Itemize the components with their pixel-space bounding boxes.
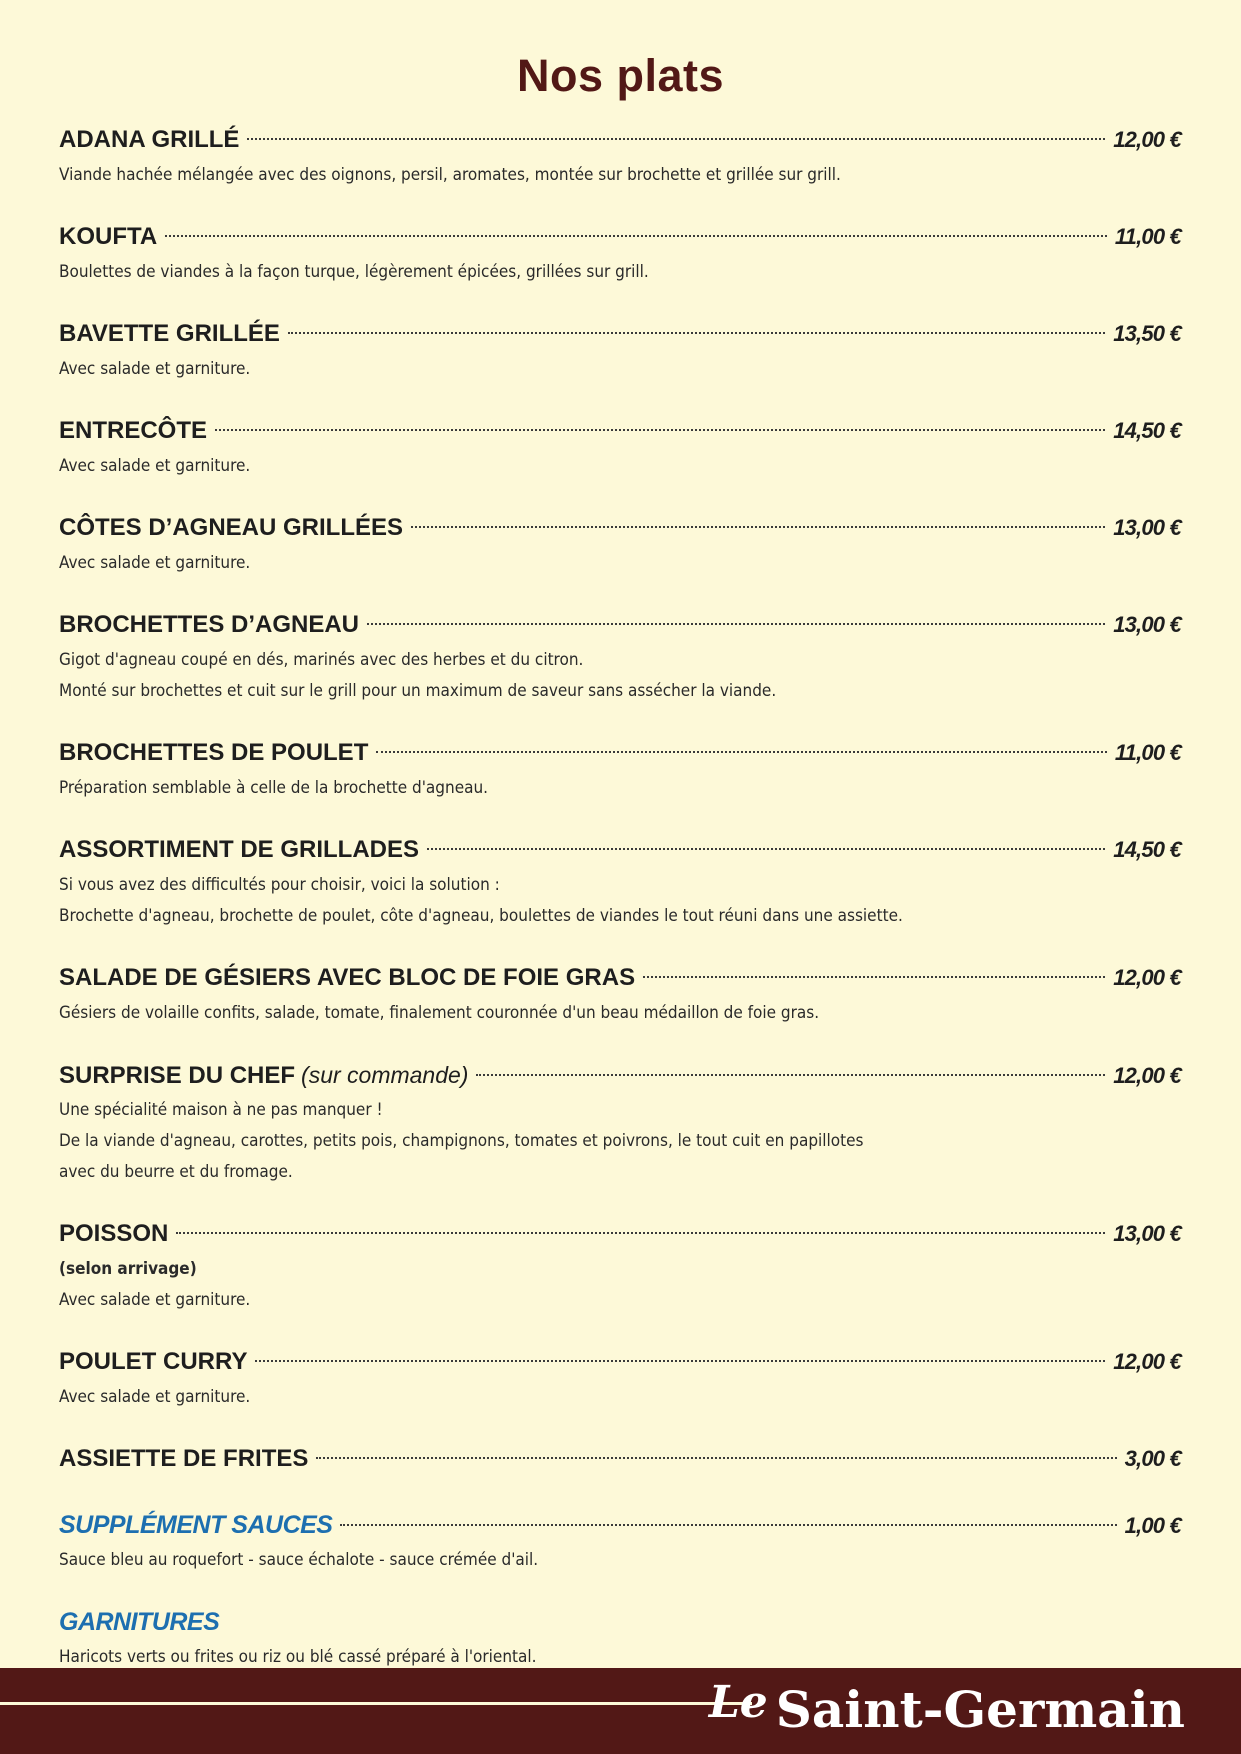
dish-description: Haricots verts ou frites ou riz ou blé cassé préparé à l'oriental.	[59, 1647, 537, 1667]
dish-price: 13,00 €	[1113, 515, 1181, 540]
dot-leader	[376, 741, 1106, 753]
dish-price: 11,00 €	[1114, 224, 1181, 249]
dish-description: Avec salade et garniture.	[59, 1387, 251, 1407]
menu-item-header	[59, 314, 1181, 354]
dish-description: Viande hachée mélangée avec des oignons, persil, aromates, montée sur brochette et grillée sur grill.	[59, 165, 841, 185]
dish-name: BAVETTE GRILLÉE	[59, 320, 280, 347]
dish-note: (sur commande)	[301, 1062, 469, 1088]
logo-name: Saint-Germain	[775, 1680, 1185, 1739]
menu-item-header	[59, 120, 1181, 160]
dish-description: Si vous avez des difficultés pour choisir, voici la solution :	[59, 875, 500, 895]
dish-name: SUPPLÉMENT SAUCES	[59, 1511, 333, 1539]
menu-item	[59, 508, 1181, 579]
dish-description: Sauce bleu au roquefort - sauce échalote - sauce crémée d'ail.	[59, 1550, 539, 1570]
dish-price: 11,00 €	[1114, 740, 1181, 765]
dish-description: Boulettes de viandes à la façon turque, légèrement épicées, grillées sur grill.	[59, 262, 649, 282]
dish-price: 12,00 €	[1113, 127, 1181, 152]
menu-list	[59, 120, 1181, 1699]
menu-item-header	[59, 508, 1181, 548]
dot-leader	[427, 838, 1105, 850]
dot-leader	[340, 1514, 1116, 1526]
dot-leader	[255, 1350, 1105, 1362]
menu-item-header	[59, 830, 1181, 870]
dish-subnote: (selon arrivage)	[59, 1259, 197, 1279]
dish-price: 14,50 €	[1113, 837, 1181, 862]
menu-item	[59, 830, 1181, 932]
menu-item-header	[59, 217, 1181, 257]
dish-price: 12,00 €	[1113, 1063, 1181, 1088]
dish-description: Gésiers de volaille confits, salade, tomate, finalement couronnée d'un beau médaillon de foie gras.	[59, 1003, 820, 1023]
dish-price: 13,50 €	[1113, 321, 1181, 346]
dot-leader	[367, 613, 1105, 625]
menu-item	[59, 1055, 1181, 1188]
dish-description: Gigot d'agneau coupé en dés, marinés avec des herbes et du citron.	[59, 650, 584, 670]
dish-price: 13,00 €	[1113, 1221, 1181, 1246]
menu-item	[59, 605, 1181, 707]
menu-item	[59, 314, 1181, 385]
menu-item	[59, 733, 1181, 804]
dish-description: Une spécialité maison à ne pas manquer !	[59, 1100, 383, 1120]
menu-item-header	[59, 1439, 1181, 1479]
dish-description: Préparation semblable à celle de la brochette d'agneau.	[59, 778, 489, 798]
footer-band	[0, 1668, 1241, 1754]
restaurant-logo	[709, 1678, 1185, 1745]
dish-description: Monté sur brochettes et cuit sur le grill pour un maximum de saveur sans assécher la viande.	[59, 681, 777, 701]
dish-price: 1,00 €	[1124, 1513, 1181, 1538]
dish-name: ASSIETTE DE FRITES	[59, 1445, 309, 1472]
dish-description: Avec salade et garniture.	[59, 553, 251, 573]
dot-leader	[176, 1222, 1105, 1234]
menu-item	[59, 1602, 1181, 1673]
dish-price: 13,00 €	[1113, 612, 1181, 637]
dish-name: SALADE DE GÉSIERS AVEC BLOC DE FOIE GRAS	[59, 964, 636, 991]
logo-le: Le	[708, 1677, 768, 1728]
dish-description: Avec salade et garniture.	[59, 359, 251, 379]
dot-leader	[165, 225, 1107, 237]
dish-name: ASSORTIMENT DE GRILLADES	[59, 836, 420, 863]
dot-leader	[215, 419, 1105, 431]
dot-leader	[316, 1447, 1116, 1459]
menu-item-header	[59, 1214, 1181, 1254]
dish-name: BROCHETTES DE POULET	[59, 739, 369, 766]
menu-item	[59, 1439, 1181, 1479]
menu-item-header	[59, 958, 1181, 998]
menu-item	[59, 411, 1181, 482]
menu-item-header	[59, 1055, 1181, 1095]
dish-name: POULET CURRY	[59, 1348, 248, 1375]
dish-price: 12,00 €	[1113, 965, 1181, 990]
dish-name: BROCHETTES D’AGNEAU	[59, 611, 360, 638]
dot-leader	[643, 966, 1105, 978]
dish-name: CÔTES D’AGNEAU GRILLÉES	[59, 514, 404, 541]
dish-price: 12,00 €	[1113, 1349, 1181, 1374]
page-title: Nos plats	[516, 50, 725, 101]
dish-name: SURPRISE DU CHEF	[59, 1062, 296, 1089]
menu-item-header	[59, 733, 1181, 773]
dish-name: ADANA GRILLÉ	[59, 126, 240, 153]
menu-item	[59, 1505, 1181, 1576]
dish-description: De la viande d'agneau, carottes, petits pois, champignons, tomates et poivrons, le tout cuit en papillotes	[59, 1131, 864, 1151]
menu-item-header	[59, 605, 1181, 645]
menu-item	[59, 1342, 1181, 1413]
menu-item	[59, 120, 1181, 191]
dish-description: Avec salade et garniture.	[59, 456, 251, 476]
menu-item	[59, 958, 1181, 1029]
dish-name: ENTRECÔTE	[59, 417, 208, 444]
menu-item-header	[59, 411, 1181, 451]
dish-name: GARNITURES	[59, 1608, 220, 1636]
dish-description: Brochette d'agneau, brochette de poulet, côte d'agneau, boulettes de viandes le tout réuni dans une assiette.	[59, 906, 903, 926]
dish-name: POISSON	[59, 1220, 169, 1247]
dot-leader	[288, 322, 1105, 334]
dish-name: KOUFTA	[59, 223, 158, 250]
menu-item-header	[59, 1602, 1181, 1642]
dot-leader	[247, 128, 1105, 140]
menu-item-header	[59, 1505, 1181, 1545]
menu-item	[59, 1214, 1181, 1316]
footer-divider	[0, 1702, 752, 1705]
dish-price: 14,50 €	[1113, 418, 1181, 443]
menu-item-header	[59, 1342, 1181, 1382]
dish-description: avec du beurre et du fromage.	[59, 1162, 293, 1182]
dot-leader	[476, 1064, 1105, 1076]
menu-item	[59, 217, 1181, 288]
dot-leader	[411, 516, 1105, 528]
dish-description: Avec salade et garniture.	[59, 1290, 251, 1310]
dish-price: 3,00 €	[1124, 1446, 1181, 1471]
